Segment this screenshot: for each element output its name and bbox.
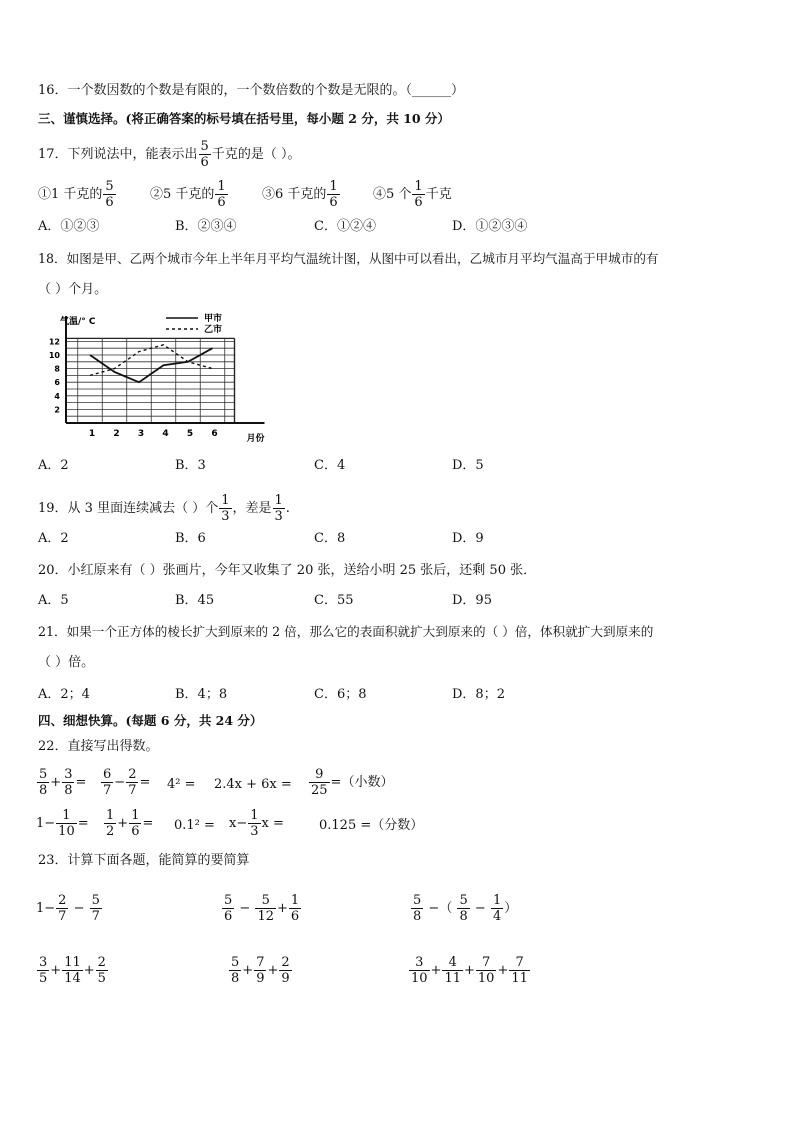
question-18-line2: （ ）个月。 xyxy=(38,282,108,297)
q18-option-b[interactable]: B．3 xyxy=(175,458,206,473)
q22-expr-r2-c: 0.1² = xyxy=(174,818,215,833)
q17-option-a[interactable]: A．①②③ xyxy=(38,219,100,234)
x-tick-label: 2 xyxy=(113,429,120,439)
q19-option-c[interactable]: C．8 xyxy=(314,531,346,546)
section-4-title: 四、细想快算。(每题 6 分，共 24 分） xyxy=(38,713,263,728)
q23-expr-2: $\frac{5}{6}$ − $\frac{5}{12}$ + $\frac{1}{6}$ xyxy=(224,893,300,924)
q22-expr-r1-a: $\frac{5}{8}$ + $\frac{3}{8}$ = xyxy=(39,767,87,798)
q21-option-c[interactable]: C．6；8 xyxy=(314,687,367,702)
q20-option-a[interactable]: A．5 xyxy=(38,593,69,608)
fraction: $\frac{5}{6}$ xyxy=(200,139,209,170)
q17-item-3: ③6 千克的 $\frac{1}{6}$ xyxy=(262,179,338,210)
q19-option-d[interactable]: D．9 xyxy=(452,531,484,546)
q18-option-c[interactable]: C．4 xyxy=(314,458,346,473)
q22-expr-r2-e: 0.125 =（分数） xyxy=(319,818,424,833)
question-20: 20．小红原来有（ ）张画片，今年又收集了 20 张，送给小明 25 张后，还剩 50 张． xyxy=(38,563,537,578)
x-tick-label: 5 xyxy=(186,429,194,439)
q22-expr-r1-d: 2.4x + 6x = xyxy=(214,777,292,792)
q21-option-a[interactable]: A．2；4 xyxy=(38,687,90,702)
x-tick-label: 4 xyxy=(162,429,169,439)
q23-expr-1: 1− $\frac{2}{7}$ − $\frac{5}{7}$ xyxy=(36,893,100,924)
question-21-line2: （ ）倍。 xyxy=(38,655,95,670)
x-tick-label: 3 xyxy=(137,429,145,439)
q22-expr-r1-b: $\frac{6}{7}$ − $\frac{2}{7}$ = xyxy=(103,767,151,798)
q22-expr-r1-c: 4² = xyxy=(167,777,196,792)
q23-expr-5: $\frac{5}{8}$ + $\frac{7}{9}$ + $\frac{2}{9}$ xyxy=(231,955,290,986)
q23-expr-4: $\frac{3}{5}$ + $\frac{11}{14}$ + $\frac{2}{5}$ xyxy=(39,955,106,986)
q23-expr-3: $\frac{5}{8}$ −（ $\frac{5}{8}$ − $\frac{1}{4}$ ） xyxy=(413,893,518,924)
q21-option-b[interactable]: B．4；8 xyxy=(175,687,228,702)
y-tick-label: 6 xyxy=(54,378,60,388)
question-18-line1: 18．如图是甲、乙两个城市今年上半年月平均气温统计图，从图中可以看出，乙城市月平均气温高于甲城市的有 xyxy=(38,251,659,266)
question-17-stem: 17．下列说法中，能表示出 $\frac{5}{6}$ 千克的是（ ）。 xyxy=(38,139,301,170)
x-axis-label: 月份 xyxy=(246,434,265,444)
q20-option-b[interactable]: B．45 xyxy=(175,593,215,608)
q22-expr-r2-b: $\frac{1}{2}$ + $\frac{1}{6}$ = xyxy=(106,808,154,839)
q19-option-a[interactable]: A．2 xyxy=(38,531,69,546)
q20-option-c[interactable]: C．55 xyxy=(314,593,354,608)
q18-option-a[interactable]: A．2 xyxy=(38,458,69,473)
q21-option-d[interactable]: D．8；2 xyxy=(452,687,505,702)
chart-labels xyxy=(49,315,265,444)
q22-expr-r2-a: 1− $\frac{1}{10}$ = xyxy=(36,808,89,839)
temperature-line-chart xyxy=(38,308,288,448)
question-19: 19．从 3 里面连续减去（ ）个 $\frac{1}{3}$ ，差是 $\frac{1}{3}$ . xyxy=(38,493,290,524)
q17-item-2: ②5 千克的 $\frac{1}{6}$ xyxy=(150,179,226,210)
q22-expr-r2-d: x− $\frac{1}{3}$ x = xyxy=(229,808,284,839)
x-tick-label: 1 xyxy=(88,429,96,439)
q17-option-d[interactable]: D．①②③④ xyxy=(452,219,528,234)
q18-option-d[interactable]: D．5 xyxy=(452,458,484,473)
x-tick-label: 6 xyxy=(211,429,218,439)
question-23-title: 23．计算下面各题，能简算的要简算 xyxy=(38,853,250,868)
y-tick-label: 10 xyxy=(48,351,60,360)
q22-expr-r1-e: $\frac{9}{25}$ =（小数） xyxy=(311,767,394,798)
y-axis-label: 气温/° C xyxy=(60,317,96,327)
y-tick-label: 4 xyxy=(54,391,60,401)
chart-grid xyxy=(66,338,235,423)
section-3-title: 三、谨慎选择。(将正确答案的标号填在括号里，每小题 2 分，共 10 分） xyxy=(38,111,450,126)
q17-option-b[interactable]: B．②③④ xyxy=(175,219,237,234)
q20-option-d[interactable]: D．95 xyxy=(452,593,492,608)
q17-item-4: ④5 个 $\frac{1}{6}$ 千克 xyxy=(373,179,452,210)
q23-expr-6: $\frac{3}{10}$ + $\frac{4}{11}$ + $\frac{7}{10}$ + $\frac{7}{11}$ xyxy=(411,955,528,986)
legend-label: 乙市 xyxy=(204,325,223,335)
q19-option-b[interactable]: B．6 xyxy=(175,531,206,546)
question-16: 16．一个数因数的个数是有限的，一个数倍数的个数是无限的。（______） xyxy=(38,83,465,98)
legend-label: 甲市 xyxy=(204,314,223,324)
chart-legend xyxy=(166,312,222,335)
q17-item-1: ①1 千克的 $\frac{5}{6}$ xyxy=(38,179,114,210)
question-22-title: 22．直接写出得数。 xyxy=(38,739,159,754)
q17-option-c[interactable]: C．①②④ xyxy=(314,219,376,234)
y-tick-label: 12 xyxy=(48,337,60,347)
y-tick-label: 2 xyxy=(54,405,60,415)
question-21-line1: 21．如果一个正方体的棱长扩大到原来的 2 倍，那么它的表面积就扩大到原来的（ ）倍，体积就扩大到原来的 xyxy=(38,624,654,639)
y-tick-label: 8 xyxy=(54,364,60,374)
